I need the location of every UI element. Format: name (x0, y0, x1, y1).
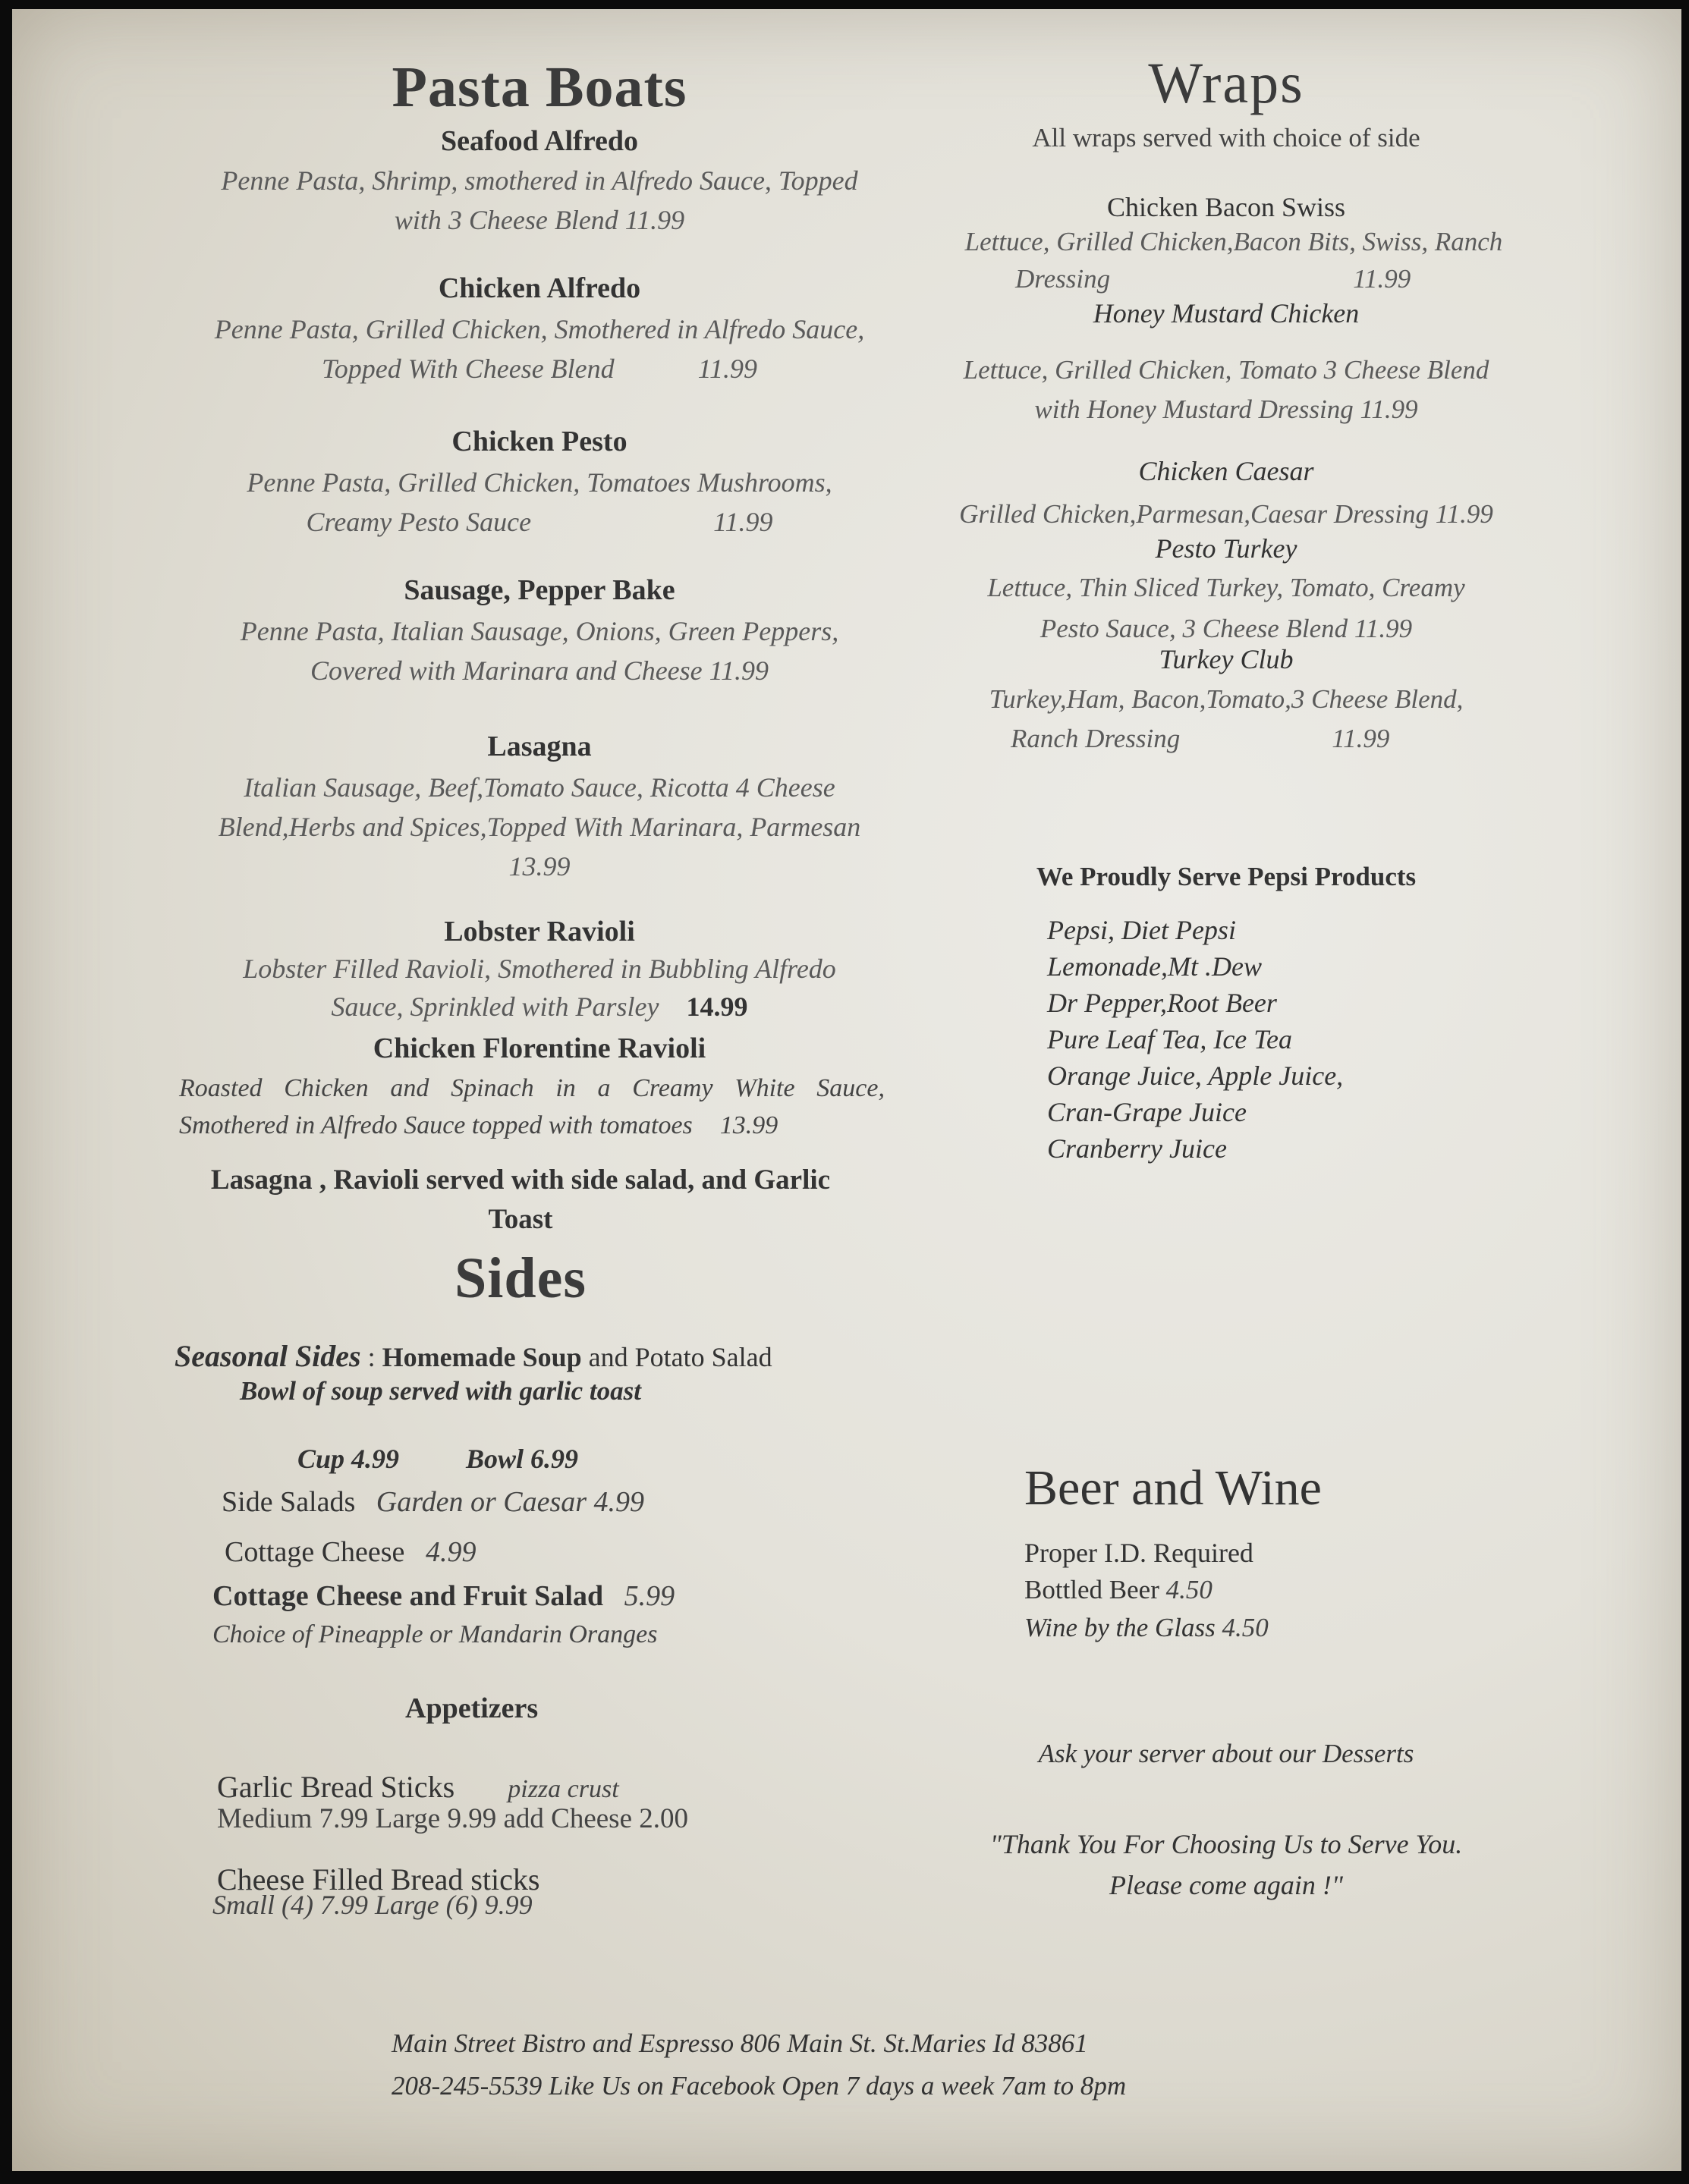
drink-item: Cran-Grape Juice (1047, 1097, 1247, 1127)
side-salads-label: Side Salads (222, 1486, 356, 1518)
desc-line: Lettuce, Grilled Chicken, Tomato 3 Cheese Blend (963, 355, 1489, 385)
cup-price: Cup 4.99 (297, 1444, 400, 1474)
desc-line: Penne Pasta, Shrimp, smothered in Alfredo Sauce, Topped (221, 165, 858, 196)
served-note (156, 1161, 885, 1240)
desc-text: Topped With Cheese Blend (322, 354, 615, 384)
drink-item: Cranberry Juice (1047, 1133, 1227, 1164)
drinks-heading: We Proudly Serve Pepsi Products (1036, 862, 1417, 891)
cheese-filled-label: Cheese Filled Bread sticks (217, 1862, 540, 1896)
footer-contact: 208-245-5539 Like Us on Facebook Open 7 days a week 7am to 8pm (392, 2071, 1127, 2101)
thanks-line: Please come again !" (1109, 1870, 1344, 1900)
seasonal-sides (175, 1338, 903, 1374)
beer-heading: Beer and Wine (1024, 1460, 1322, 1516)
desc-line (164, 502, 915, 542)
item-description (164, 161, 915, 240)
bowl-note: Bowl of soup served with garlic toast (240, 1376, 641, 1406)
item-description (164, 611, 915, 690)
side-salads (222, 1485, 644, 1519)
item-description (164, 463, 915, 542)
item-title: Honey Mustard Chicken (1093, 298, 1360, 328)
drink-item: Pure Leaf Tea, Ice Tea (1047, 1024, 1292, 1054)
cottage-fruit-price: 5.99 (624, 1580, 675, 1612)
desc-line: Penne Pasta, Grilled Chicken, Tomatoes Mushrooms, (247, 467, 832, 498)
desc-line: Turkey,Ham, Bacon,Tomato,3 Cheese Blend, (989, 684, 1464, 714)
footer-address: Main Street Bistro and Espresso 806 Main St. St.Maries Id 83861 (392, 2028, 1088, 2058)
garlic-label: Garlic Bread Sticks (217, 1770, 455, 1804)
item-price: 11.99 (1353, 264, 1411, 294)
id-required: Proper I.D. Required (1024, 1538, 1253, 1568)
desc-line: Lobster Filled Ravioli, Smothered in Bubbling Alfredo (243, 954, 836, 984)
item-description (164, 310, 915, 388)
seasonal-rest: and Potato Salad (588, 1342, 772, 1372)
pasta-heading: Pasta Boats (392, 55, 687, 119)
item-price: 14.99 (686, 991, 748, 1022)
desc-text: Sauce, Sprinkled with Parsley (331, 991, 659, 1022)
desc-line (930, 260, 1537, 297)
item-price: 13.99 (719, 1111, 778, 1139)
desc-line: with Honey Mustard Dressing 11.99 (1034, 394, 1418, 424)
item-title: Pesto Turkey (1155, 533, 1297, 564)
item-description (923, 680, 1530, 759)
thanks-line: "Thank You For Choosing Us to Serve You. (989, 1829, 1463, 1859)
item-price: 11.99 (1332, 724, 1390, 753)
item-price: 13.99 (508, 851, 571, 881)
cottage-price: 4.99 (425, 1536, 477, 1568)
drink-item: Lemonade,Mt .Dew (1047, 951, 1262, 982)
appetizers-heading: Appetizers (405, 1692, 539, 1724)
item-title: Chicken Caesar (1138, 456, 1314, 486)
wine-label: Wine by the Glass (1024, 1613, 1216, 1642)
desc-text: Dressing (1015, 264, 1111, 294)
bottled-beer (1024, 1575, 1212, 1605)
menu-page (12, 9, 1681, 2171)
item-description (923, 567, 1530, 649)
garlic-prices: Medium 7.99 Large 9.99 add Cheese 2.00 (217, 1803, 688, 1834)
desc-text: Ranch Dressing (1011, 724, 1181, 753)
item-title: Chicken Pesto (451, 426, 627, 457)
desc-line (923, 719, 1530, 759)
item-title: Seafood Alfredo (440, 125, 639, 157)
desc-line: Penne Pasta, Grilled Chicken, Smothered in Alfredo Sauce, (214, 314, 865, 344)
item-description (923, 350, 1530, 429)
garlic-note: pizza crust (508, 1775, 619, 1803)
item-title: Turkey Club (1159, 644, 1294, 674)
item-description (930, 223, 1537, 297)
thank-you-note (923, 1824, 1530, 1906)
wraps-heading: Wraps (1148, 52, 1304, 115)
note-line: Toast (488, 1204, 553, 1235)
item-title: Sausage, Pepper Bake (404, 574, 675, 606)
garlic-bread-sticks (217, 1769, 619, 1805)
item-description (164, 950, 915, 1026)
seasonal-soup: Homemade Soup (382, 1342, 582, 1372)
bottled-price: 4.50 (1165, 1575, 1212, 1604)
desc-line (164, 988, 915, 1026)
wraps-subtitle: All wraps served with choice of side (1032, 123, 1420, 152)
side-salads-price: Garden or Caesar 4.99 (376, 1486, 645, 1518)
item-price: 11.99 (697, 354, 757, 384)
desc-line: Grilled Chicken,Parmesan,Caesar Dressing 11.99 (959, 499, 1493, 529)
desc-line: with 3 Cheese Blend 11.99 (394, 205, 685, 235)
desc-text: Creamy Pesto Sauce (306, 507, 532, 537)
desc-line: Roasted Chicken and Spinach in a Creamy White Sauce, (179, 1074, 885, 1102)
item-title: Lasagna (487, 731, 592, 762)
cottage-fruit-label: Cottage Cheese and Fruit Salad (212, 1580, 604, 1612)
desc-line: Penne Pasta, Italian Sausage, Onions, Green Peppers, (240, 616, 839, 646)
desc-line: Covered with Marinara and Cheese 11.99 (310, 655, 769, 686)
drink-item: Pepsi, Diet Pepsi (1047, 915, 1236, 945)
drinks-list (1047, 912, 1343, 1167)
cottage-cheese (225, 1535, 476, 1569)
desc-line: Italian Sausage, Beef,Tomato Sauce, Ricotta 4 Cheese (244, 772, 835, 803)
desc-line: Blend,Herbs and Spices,Topped With Marinara, Parmesan (218, 812, 861, 842)
wine-price: 4.50 (1222, 1613, 1269, 1642)
note-line: Lasagna , Ravioli served with side salad, and Garlic (210, 1164, 831, 1196)
desserts-note: Ask your server about our Desserts (1038, 1739, 1414, 1768)
desc-line: Lettuce, Thin Sliced Turkey, Tomato, Creamy (987, 573, 1465, 602)
seasonal-label: Seasonal Sides (175, 1339, 361, 1373)
desc-line: Pesto Sauce, 3 Cheese Blend 11.99 (1040, 614, 1413, 643)
drink-item: Dr Pepper,Root Beer (1047, 988, 1277, 1018)
item-title: Chicken Alfredo (438, 272, 641, 304)
bowl-price: Bowl 6.99 (466, 1444, 579, 1474)
seasonal-colon: : (367, 1342, 376, 1372)
sides-heading: Sides (454, 1246, 587, 1310)
desc-line (179, 1107, 885, 1144)
cottage-fruit-note: Choice of Pineapple or Mandarin Oranges (212, 1620, 658, 1648)
item-price: 11.99 (713, 507, 773, 537)
drink-item: Orange Juice, Apple Juice, (1047, 1061, 1344, 1091)
item-description (164, 768, 915, 886)
item-description (179, 1070, 885, 1144)
desc-line: Lettuce, Grilled Chicken,Bacon Bits, Swiss, Ranch (964, 227, 1503, 256)
wine-glass (1024, 1613, 1269, 1643)
item-description (923, 495, 1530, 534)
cottage-fruit (212, 1579, 675, 1613)
cottage-label: Cottage Cheese (225, 1536, 405, 1568)
desc-text: Smothered in Alfredo Sauce topped with tomatoes (179, 1111, 693, 1139)
footer (392, 2022, 1454, 2107)
item-title: Chicken Bacon Swiss (1107, 192, 1345, 222)
bottled-label: Bottled Beer (1024, 1575, 1159, 1604)
desc-line (164, 349, 915, 388)
cheese-filled-prices: Small (4) 7.99 Large (6) 9.99 (212, 1890, 533, 1920)
item-title: Lobster Ravioli (444, 916, 635, 947)
item-title: Chicken Florentine Ravioli (373, 1032, 706, 1064)
